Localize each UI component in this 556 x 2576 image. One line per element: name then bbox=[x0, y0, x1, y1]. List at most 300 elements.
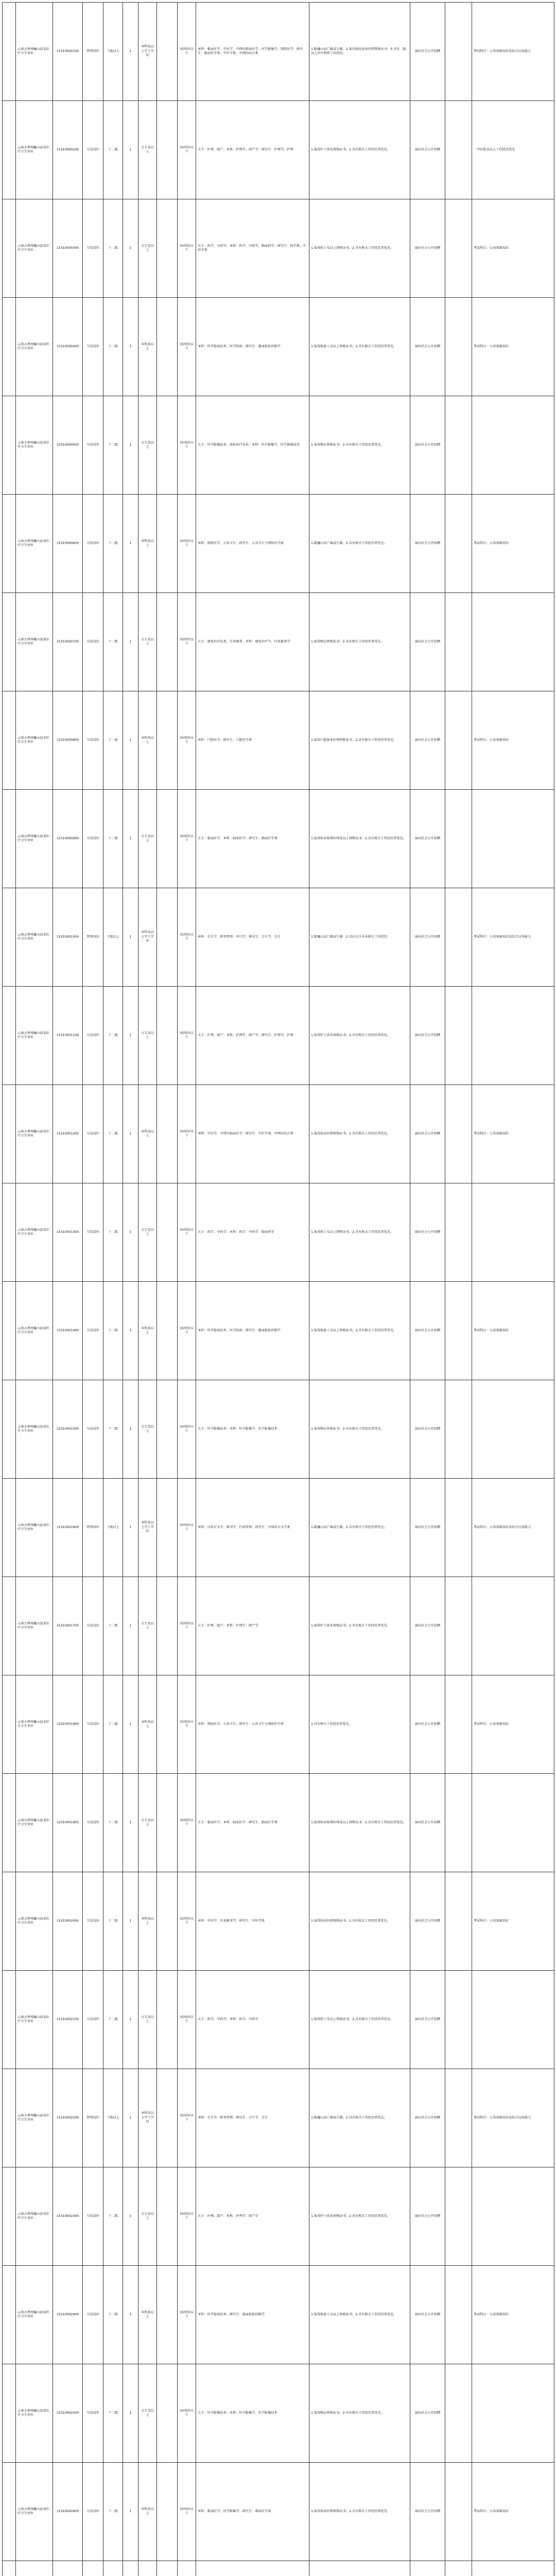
table-row bbox=[3, 199, 554, 298]
org-cell: 云南大理州巍山县某医疗卫生单位 bbox=[16, 1774, 53, 1872]
code-cell: 15310002100 bbox=[53, 1971, 83, 2069]
edu-cell: 大专及以上 bbox=[138, 987, 157, 1085]
post-level-cell: 十二级 bbox=[103, 2266, 123, 2364]
table-row bbox=[3, 495, 554, 593]
code-cell: 15310002600 bbox=[53, 2463, 83, 2561]
other-cell: 面向社会公开招聘 bbox=[410, 2167, 445, 2266]
requirement-cell: 1.取得执业医师资格证书。2.具有相关工作经历者优先。 bbox=[309, 1872, 410, 1971]
count-cell: 1 bbox=[123, 1380, 138, 1479]
seq-cell bbox=[3, 1183, 16, 1282]
code-cell: 15310002200 bbox=[53, 2069, 83, 2167]
age-cell: 35周岁以下 bbox=[178, 396, 196, 495]
code-cell: 15310001100 bbox=[53, 987, 83, 1085]
post-level-cell: 十二级 bbox=[103, 1085, 123, 1183]
table-row bbox=[3, 2561, 554, 2576]
blank-cell bbox=[445, 1183, 472, 1282]
post-type-cell: 专技岗位 bbox=[83, 199, 103, 298]
table-row bbox=[3, 1183, 554, 1282]
post-type-cell: 专技岗位 bbox=[83, 2266, 103, 2364]
edu-cell: 大专及以上 bbox=[138, 790, 157, 888]
post-type-cell: 专技岗位 bbox=[83, 2364, 103, 2463]
org-cell: 云南大理州巍山县某医疗卫生单位 bbox=[16, 691, 53, 790]
org-cell: 云南大理州巍山县某医疗卫生单位 bbox=[16, 3, 53, 101]
post-level-cell: 十二级 bbox=[103, 1183, 123, 1282]
major-cell: 大专：药学，中药学；本科：药学，中药学，临床药学；研究生：药学类，中药学类 bbox=[196, 199, 309, 298]
org-cell: 云南大理州巍山县某医疗卫生单位 bbox=[16, 1183, 53, 1282]
age-cell: 35周岁以下 bbox=[178, 495, 196, 593]
seq-cell bbox=[3, 1971, 16, 2069]
blank-cell bbox=[445, 2167, 472, 2266]
code-cell: 15310001600 bbox=[53, 1479, 83, 1577]
major-cell: 大专：临床医学；本科：临床医学；研究生：临床医学类 bbox=[196, 1774, 309, 1872]
code-cell: 15310000900 bbox=[53, 790, 83, 888]
requirement-cell: 1.取得护士执业资格证书。2.具有相关工作经历者优先。 bbox=[309, 1577, 410, 1675]
code-cell: 15310001200 bbox=[53, 1085, 83, 1183]
count-cell: 1 bbox=[123, 1971, 138, 2069]
table-row bbox=[3, 1085, 554, 1183]
seq-cell bbox=[3, 2266, 16, 2364]
other-cell: 面向社会公开招聘 bbox=[410, 1282, 445, 1380]
degree-cell bbox=[157, 1577, 178, 1675]
edu-cell: 大专及以上 bbox=[138, 2167, 157, 2266]
age-cell: 35周岁以下 bbox=[178, 2167, 196, 2266]
post-level-cell: 十二级 bbox=[103, 1971, 123, 2069]
degree-cell bbox=[157, 1872, 178, 1971]
remark-cell: 考试科目：公共基础知识 bbox=[472, 2463, 554, 2561]
count-cell: 1 bbox=[123, 1774, 138, 1872]
edu-cell: 大专及以上 bbox=[138, 2364, 157, 2463]
post-level-cell: 十二级 bbox=[103, 2167, 123, 2266]
other-cell: 面向社会公开招聘 bbox=[410, 1577, 445, 1675]
degree-cell bbox=[157, 1479, 178, 1577]
post-level-cell: 十二级 bbox=[103, 1380, 123, 1479]
post-level-cell: 十二级 bbox=[103, 199, 123, 298]
code-cell: 15310002500 bbox=[53, 2364, 83, 2463]
table-row bbox=[3, 691, 554, 790]
remark-cell: 考试科目：公共基础知识 bbox=[472, 1282, 554, 1380]
post-type-cell: 专技岗位 bbox=[83, 790, 103, 888]
code-cell: 15310001300 bbox=[53, 1183, 83, 1282]
age-cell: 35周岁以下 bbox=[178, 1479, 196, 1577]
count-cell: 1 bbox=[123, 1479, 138, 1577]
code-cell: 15310002000 bbox=[53, 1872, 83, 1971]
requirement-cell: 1.取得相应资格证书。2.具有相关工作经历者优先。 bbox=[309, 593, 410, 691]
post-type-cell: 专技岗位 bbox=[83, 1774, 103, 1872]
requirement-cell: 1.限巍山县户籍或生源。2.具有会计从业相关工作经历。 bbox=[309, 888, 410, 987]
table-row bbox=[3, 1479, 554, 1577]
edu-cell bbox=[138, 2561, 157, 2576]
major-cell: 本科：口腔医学；研究生：口腔医学类 bbox=[196, 691, 309, 790]
seq-cell bbox=[3, 1774, 16, 1872]
edu-cell: 大专及以上 bbox=[138, 1774, 157, 1872]
other-cell: 面向社会公开招聘 bbox=[410, 1183, 445, 1282]
code-cell: 15310001900 bbox=[53, 1774, 83, 1872]
post-type-cell: 专技岗位 bbox=[83, 101, 103, 199]
table-row bbox=[3, 593, 554, 691]
major-cell: 本科：预防医学，公共卫生；研究生：公共卫生与预防医学类 bbox=[196, 1675, 309, 1774]
seq-cell bbox=[3, 2167, 16, 2266]
code-cell: 15310001700 bbox=[53, 1577, 83, 1675]
remark-cell bbox=[472, 396, 554, 495]
seq-cell bbox=[3, 2463, 16, 2561]
requirement-cell: 1.限巍山县户籍或生源。2.需有相应执业医师资格证书。3.具有二级以上医疗机构工作经历。 bbox=[309, 3, 410, 101]
org-cell bbox=[16, 2561, 53, 2576]
requirement-cell: 1.取得药士及以上资格证书。2.具有相关工作经历者优先。 bbox=[309, 199, 410, 298]
major-cell: 大专：护理，助产；本科：护理学，助产学 bbox=[196, 1577, 309, 1675]
seq-cell bbox=[3, 1675, 16, 1774]
count-cell: 1 bbox=[123, 2266, 138, 2364]
table-row bbox=[3, 1380, 554, 1479]
seq-cell bbox=[3, 1577, 16, 1675]
seq-cell bbox=[3, 3, 16, 101]
other-cell: 面向社会公开招聘 bbox=[410, 495, 445, 593]
remark-cell: 考试科目：公共基础知识 bbox=[472, 2266, 554, 2364]
count-cell: 1 bbox=[123, 1282, 138, 1380]
post-level-cell: 十二级 bbox=[103, 2463, 123, 2561]
remark-cell: 考试科目：公共基础知识及综合应用能力 bbox=[472, 1479, 554, 1577]
table-row bbox=[3, 1282, 554, 1380]
other-cell: 面向社会公开招聘 bbox=[410, 2463, 445, 2561]
code-cell: 15310000300 bbox=[53, 199, 83, 298]
age-cell: 35周岁以下 bbox=[178, 298, 196, 396]
org-cell: 云南大理州巍山县某医疗卫生单位 bbox=[16, 1577, 53, 1675]
age-cell: 35周岁以下 bbox=[178, 1577, 196, 1675]
edu-cell: 本科及以上 bbox=[138, 1675, 157, 1774]
post-level-cell: 十二级 bbox=[103, 396, 123, 495]
edu-cell: 大专及以上 bbox=[138, 199, 157, 298]
degree-cell bbox=[157, 1774, 178, 1872]
major-cell: 大专：护理，助产；本科：护理学，助产学 bbox=[196, 2167, 309, 2266]
post-level-cell: 十二级 bbox=[103, 987, 123, 1085]
remark-cell bbox=[472, 1183, 554, 1282]
edu-cell: 大专及以上 bbox=[138, 101, 157, 199]
table-row bbox=[3, 987, 554, 1085]
code-cell: 15310000800 bbox=[53, 691, 83, 790]
major-cell: 大专：护理，助产；本科：护理学，助产学；研究生：护理学，护理 bbox=[196, 987, 309, 1085]
blank-cell bbox=[445, 1479, 472, 1577]
degree-cell bbox=[157, 2266, 178, 2364]
blank-cell bbox=[445, 3, 472, 101]
age-cell: 35周岁以下 bbox=[178, 1282, 196, 1380]
code-cell: 15310001500 bbox=[53, 1380, 83, 1479]
other-cell: 面向社会公开招聘 bbox=[410, 1872, 445, 1971]
blank-cell bbox=[445, 2364, 472, 2463]
code-cell: 15310002300 bbox=[53, 2167, 83, 2266]
org-cell: 云南大理州巍山县某医疗卫生单位 bbox=[16, 1675, 53, 1774]
blank-cell bbox=[445, 2266, 472, 2364]
edu-cell: 本科及以上学士学位 bbox=[138, 2069, 157, 2167]
seq-cell bbox=[3, 691, 16, 790]
count-cell: 1 bbox=[123, 101, 138, 199]
count-cell bbox=[123, 2561, 138, 2576]
count-cell: 1 bbox=[123, 3, 138, 101]
age-cell: 35周岁以下 bbox=[178, 1380, 196, 1479]
blank-cell bbox=[445, 298, 472, 396]
age-cell: 35周岁以下 bbox=[178, 1183, 196, 1282]
org-cell: 云南大理州巍山县某医疗卫生单位 bbox=[16, 2364, 53, 2463]
post-level-cell: 十二级 bbox=[103, 1577, 123, 1675]
edu-cell: 本科及以上 bbox=[138, 495, 157, 593]
remark-cell bbox=[472, 2364, 554, 2463]
age-cell: 35周岁以下 bbox=[178, 1085, 196, 1183]
org-cell: 云南大理州巍山县某医疗卫生单位 bbox=[16, 298, 53, 396]
post-type-cell: 专技岗位 bbox=[83, 2167, 103, 2266]
degree-cell bbox=[157, 2364, 178, 2463]
edu-cell: 本科及以上 bbox=[138, 2463, 157, 2561]
post-type-cell: 专技岗位 bbox=[83, 987, 103, 1085]
code-cell: 15310000400 bbox=[53, 298, 83, 396]
count-cell: 1 bbox=[123, 1675, 138, 1774]
count-cell: 1 bbox=[123, 199, 138, 298]
code-cell: 15310001400 bbox=[53, 1282, 83, 1380]
requirement-cell: 1.取得检验士及以上资格证书。2.具有相关工作经历者优先。 bbox=[309, 2266, 410, 2364]
degree-cell bbox=[157, 1380, 178, 1479]
other-cell: 面向社会公开招聘 bbox=[410, 199, 445, 298]
post-type-cell: 管理岗位 bbox=[83, 1479, 103, 1577]
edu-cell: 大专及以上 bbox=[138, 1971, 157, 2069]
major-cell: 本科：中医学，中西医临床医学；研究生：中医学类，中西医结合类 bbox=[196, 1085, 309, 1183]
degree-cell bbox=[157, 2463, 178, 2561]
remark-cell bbox=[472, 2167, 554, 2266]
blank-cell bbox=[445, 1774, 472, 1872]
requirement-cell: 1.取得口腔执业医师资格证书。2.具有相关工作经历者优先。 bbox=[309, 691, 410, 790]
table-row bbox=[3, 2069, 554, 2167]
remark-cell: 考试科目：公共基础知识 bbox=[472, 1675, 554, 1774]
blank-cell bbox=[445, 495, 472, 593]
post-type-cell: 专技岗位 bbox=[83, 1577, 103, 1675]
major-cell: 大专：临床医学；本科：临床医学；研究生：临床医学类 bbox=[196, 790, 309, 888]
org-cell: 云南大理州巍山县某医疗卫生单位 bbox=[16, 987, 53, 1085]
blank-cell bbox=[445, 1577, 472, 1675]
seq-cell bbox=[3, 1380, 16, 1479]
other-cell bbox=[410, 2561, 445, 2576]
other-cell: 面向社会公开招聘 bbox=[410, 691, 445, 790]
table-row bbox=[3, 2167, 554, 2266]
post-level-cell: 十二级 bbox=[103, 101, 123, 199]
post-type-cell: 管理岗位 bbox=[83, 3, 103, 101]
post-type-cell: 专技岗位 bbox=[83, 1872, 103, 1971]
org-cell: 云南大理州巍山县某医疗卫生单位 bbox=[16, 1380, 53, 1479]
post-level-cell: 十二级 bbox=[103, 1774, 123, 1872]
seq-cell bbox=[3, 888, 16, 987]
code-cell: 15310000500 bbox=[53, 396, 83, 495]
post-type-cell bbox=[83, 2561, 103, 2576]
other-cell: 面向社会公开招聘 bbox=[410, 1675, 445, 1774]
age-cell: 35周岁以下 bbox=[178, 2266, 196, 2364]
count-cell: 1 bbox=[123, 298, 138, 396]
table-row bbox=[3, 3, 554, 101]
post-type-cell: 专技岗位 bbox=[83, 1971, 103, 2069]
seq-cell bbox=[3, 1282, 16, 1380]
post-level-cell: 十级以上 bbox=[103, 2069, 123, 2167]
table-row bbox=[3, 2266, 554, 2364]
post-type-cell: 专技岗位 bbox=[83, 1085, 103, 1183]
requirement-cell: 1.取得护士执业资格证书。2.具有相关工作经历者优先。 bbox=[309, 101, 410, 199]
code-cell: 15310001800 bbox=[53, 1675, 83, 1774]
major-cell: 本科：医学检验技术；研究生：临床检验诊断学 bbox=[196, 2266, 309, 2364]
degree-cell bbox=[157, 396, 178, 495]
org-cell: 云南大理州巍山县某医疗卫生单位 bbox=[16, 593, 53, 691]
post-level-cell: 十二级 bbox=[103, 691, 123, 790]
remark-cell: 二甲医院及以上工作经历优先 bbox=[472, 101, 554, 199]
edu-cell: 本科及以上 bbox=[138, 298, 157, 396]
major-cell: 大专：康复治疗技术，针灸推拿；本科：康复治疗学，针灸推拿学 bbox=[196, 593, 309, 691]
other-cell: 面向社会公开招聘 bbox=[410, 1774, 445, 1872]
post-type-cell: 专技岗位 bbox=[83, 1675, 103, 1774]
degree-cell bbox=[157, 987, 178, 1085]
table-row bbox=[3, 1577, 554, 1675]
edu-cell: 大专及以上 bbox=[138, 1183, 157, 1282]
count-cell: 1 bbox=[123, 495, 138, 593]
edu-cell: 本科及以上学士学位 bbox=[138, 3, 157, 101]
blank-cell bbox=[445, 199, 472, 298]
count-cell: 1 bbox=[123, 1085, 138, 1183]
requirement-cell: 1.取得执业医师资格证书。2.具有相关工作经历者优先。 bbox=[309, 1085, 410, 1183]
table-row bbox=[3, 790, 554, 888]
remark-cell: 考试科目：公共基础知识 bbox=[472, 199, 554, 298]
org-cell: 云南大理州巍山县某医疗卫生单位 bbox=[16, 396, 53, 495]
major-cell: 大专：药学，中药学；本科：药学，中药学 bbox=[196, 1971, 309, 2069]
org-cell: 云南大理州巍山县某医疗卫生单位 bbox=[16, 1282, 53, 1380]
degree-cell bbox=[157, 298, 178, 396]
remark-cell bbox=[472, 1577, 554, 1675]
org-cell: 云南大理州巍山县某医疗卫生单位 bbox=[16, 790, 53, 888]
major-cell: 本科：预防医学，公共卫生；研究生：公共卫生与预防医学类 bbox=[196, 495, 309, 593]
requirement-cell: 1.取得检验士及以上资格证书。2.具有相关工作经历者优先。 bbox=[309, 1282, 410, 1380]
major-cell: 本科：中医学，针灸推拿学；研究生：中医学类 bbox=[196, 1872, 309, 1971]
table-row bbox=[3, 2463, 554, 2561]
degree-cell bbox=[157, 199, 178, 298]
degree-cell bbox=[157, 1971, 178, 2069]
seq-cell bbox=[3, 1479, 16, 1577]
degree-cell bbox=[157, 2069, 178, 2167]
requirement-cell: 1.取得相应资格证书。2.具有相关工作经历者优先。 bbox=[309, 396, 410, 495]
major-cell: 本科：临床医学，医学影像学；研究生：临床医学类 bbox=[196, 2463, 309, 2561]
age-cell: 35周岁以下 bbox=[178, 2364, 196, 2463]
seq-cell bbox=[3, 2561, 16, 2576]
remark-cell: 考试科目：公共基础知识及综合应用能力 bbox=[472, 888, 554, 987]
recruitment-table bbox=[2, 2, 554, 2576]
age-cell: 35周岁以下 bbox=[178, 1675, 196, 1774]
age-cell: 35周岁以下 bbox=[178, 2463, 196, 2561]
age-cell: 35周岁以下 bbox=[178, 593, 196, 691]
seq-cell bbox=[3, 593, 16, 691]
remark-cell: 考试科目：公共基础知识 bbox=[472, 495, 554, 593]
seq-cell bbox=[3, 199, 16, 298]
requirement-cell: 1.限巍山县户籍或生源。2.具有相关工作经历者优先。 bbox=[309, 2069, 410, 2167]
table-row bbox=[3, 1675, 554, 1774]
requirement-cell bbox=[309, 2561, 410, 2576]
other-cell: 面向社会公开招聘 bbox=[410, 101, 445, 199]
age-cell: 35周岁以下 bbox=[178, 888, 196, 987]
seq-cell bbox=[3, 987, 16, 1085]
post-level-cell: 十级以上 bbox=[103, 3, 123, 101]
seq-cell bbox=[3, 790, 16, 888]
major-cell: 本科：会计学，财务管理，审计学；研究生：会计学，会计 bbox=[196, 888, 309, 987]
requirement-cell: 1.取得护士执业资格证书。2.具有相关工作经历者优先。 bbox=[309, 2167, 410, 2266]
requirement-cell: 1.取得药士及以上资格证书。2.具有相关工作经历者优先。 bbox=[309, 1971, 410, 2069]
requirement-cell: 1.取得检验士及以上资格证书。2.具有相关工作经历者优先。 bbox=[309, 298, 410, 396]
remark-cell: 考试科目：公共基础知识 bbox=[472, 1872, 554, 1971]
post-level-cell: 十二级 bbox=[103, 1872, 123, 1971]
post-type-cell: 专技岗位 bbox=[83, 396, 103, 495]
post-type-cell: 专技岗位 bbox=[83, 495, 103, 593]
seq-cell bbox=[3, 1085, 16, 1183]
major-cell: 大专：医学影像技术；本科：医学影像学，医学影像技术 bbox=[196, 1380, 309, 1479]
seq-cell bbox=[3, 2069, 16, 2167]
blank-cell bbox=[445, 987, 472, 1085]
remark-cell: 考试科目：公共基础知识及综合应用能力 bbox=[472, 2069, 554, 2167]
requirement-cell: 1.取得执业助理医师及以上资格证书。2.具有相关工作经历者优先。 bbox=[309, 1774, 410, 1872]
blank-cell bbox=[445, 1282, 472, 1380]
blank-cell bbox=[445, 396, 472, 495]
edu-cell: 大专及以上 bbox=[138, 1380, 157, 1479]
blank-cell bbox=[445, 1380, 472, 1479]
requirement-cell: 1.限巍山县户籍或生源。2.具有相关工作经历者优先。 bbox=[309, 1479, 410, 1577]
remark-cell bbox=[472, 1380, 554, 1479]
org-cell: 云南大理州巍山县某医疗卫生单位 bbox=[16, 1085, 53, 1183]
major-cell: 大专：药学，中药学；本科：药学，中药学，临床药学 bbox=[196, 1183, 309, 1282]
other-cell: 面向社会公开招聘 bbox=[410, 2069, 445, 2167]
table-row bbox=[3, 1971, 554, 2069]
post-level-cell: 十二级 bbox=[103, 593, 123, 691]
age-cell: 35周岁以下 bbox=[178, 987, 196, 1085]
blank-cell bbox=[445, 101, 472, 199]
blank-cell bbox=[445, 1675, 472, 1774]
remark-cell bbox=[472, 593, 554, 691]
other-cell: 面向社会公开招聘 bbox=[410, 2364, 445, 2463]
degree-cell bbox=[157, 2167, 178, 2266]
count-cell: 1 bbox=[123, 2364, 138, 2463]
code-cell: 15310000700 bbox=[53, 593, 83, 691]
other-cell: 面向社会公开招聘 bbox=[410, 2266, 445, 2364]
major-cell: 大专：护理，助产；本科：护理学，助产学；研究生：护理学，护理 bbox=[196, 101, 309, 199]
remark-cell bbox=[472, 987, 554, 1085]
table-row bbox=[3, 298, 554, 396]
post-level-cell: 十二级 bbox=[103, 1282, 123, 1380]
count-cell: 1 bbox=[123, 790, 138, 888]
requirement-cell: 1.限巍山县户籍或生源。2.具有相关工作经历者优先。 bbox=[309, 495, 410, 593]
requirement-cell: 1.取得护士执业资格证书。2.具有相关工作经历者优先。 bbox=[309, 987, 410, 1085]
age-cell: 35周岁以下 bbox=[178, 101, 196, 199]
post-type-cell: 专技岗位 bbox=[83, 1282, 103, 1380]
other-cell: 面向社会公开招聘 bbox=[410, 1971, 445, 2069]
seq-cell bbox=[3, 2364, 16, 2463]
blank-cell bbox=[445, 1872, 472, 1971]
post-type-cell: 管理岗位 bbox=[83, 888, 103, 987]
major-cell bbox=[196, 2561, 309, 2576]
edu-cell: 本科及以上学士学位 bbox=[138, 1479, 157, 1577]
org-cell: 云南大理州巍山县某医疗卫生单位 bbox=[16, 1479, 53, 1577]
post-type-cell: 专技岗位 bbox=[83, 2463, 103, 2561]
post-type-cell: 专技岗位 bbox=[83, 593, 103, 691]
other-cell: 面向社会公开招聘 bbox=[410, 3, 445, 101]
code-cell: 15310000100 bbox=[53, 3, 83, 101]
requirement-cell: 1.取得相应资格证书。2.具有相关工作经历者优先。 bbox=[309, 2364, 410, 2463]
count-cell: 1 bbox=[123, 2167, 138, 2266]
other-cell: 面向社会公开招聘 bbox=[410, 888, 445, 987]
degree-cell bbox=[157, 1282, 178, 1380]
major-cell: 大专：医学影像技术，放射治疗技术；本科：医学影像学，医学影像技术 bbox=[196, 396, 309, 495]
seq-cell bbox=[3, 101, 16, 199]
age-cell: 35周岁以下 bbox=[178, 199, 196, 298]
blank-cell bbox=[445, 2069, 472, 2167]
blank-cell bbox=[445, 2463, 472, 2561]
other-cell: 面向社会公开招聘 bbox=[410, 1479, 445, 1577]
other-cell: 面向社会公开招聘 bbox=[410, 1085, 445, 1183]
degree-cell bbox=[157, 1183, 178, 1282]
code-cell: 15310000200 bbox=[53, 101, 83, 199]
